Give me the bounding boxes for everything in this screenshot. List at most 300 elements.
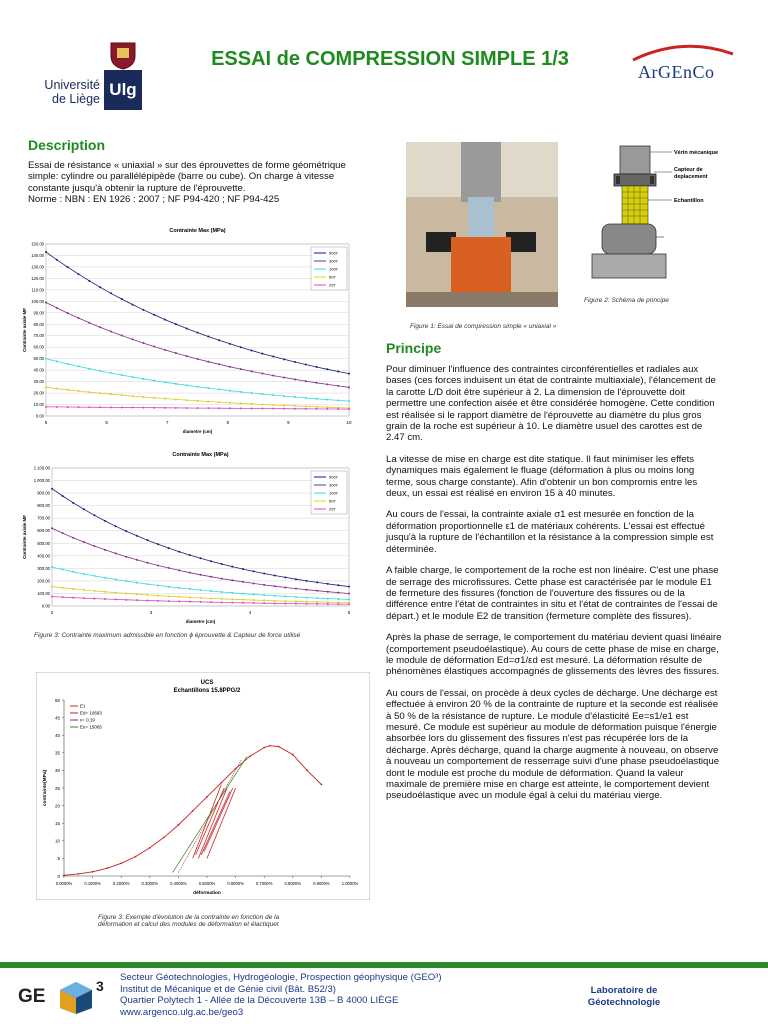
y-tick-label: 1 100.00 bbox=[33, 465, 50, 471]
data-point bbox=[210, 597, 212, 599]
y-tick-label: 50.00 bbox=[33, 356, 44, 362]
data-point bbox=[306, 770, 308, 772]
y-tick-label: 130.00 bbox=[31, 264, 44, 270]
data-point bbox=[62, 495, 64, 497]
data-point bbox=[207, 407, 209, 409]
plot-area bbox=[46, 244, 349, 416]
y-tick-label: 20.00 bbox=[33, 390, 44, 396]
data-point bbox=[142, 309, 144, 311]
data-point bbox=[295, 603, 297, 605]
data-point bbox=[121, 298, 123, 300]
data-point bbox=[337, 408, 339, 410]
principe-para-3: Au cours de l'essai, la contrainte axiale σ1 est mesurée en fonction de la déformation proportionnelle ε1 de matériaux cohérents. L'essai est effectué jusqu'à la rupture de l'échantillon et la résistance à la compression simple est déterminée. bbox=[386, 509, 714, 555]
data-point bbox=[51, 488, 53, 490]
data-point bbox=[326, 408, 328, 410]
data-point bbox=[168, 547, 170, 549]
data-point bbox=[210, 560, 212, 562]
data-point bbox=[231, 598, 233, 600]
data-point bbox=[274, 585, 276, 587]
data-point bbox=[200, 557, 202, 559]
data-point bbox=[92, 871, 94, 873]
data-point bbox=[220, 782, 222, 784]
data-point bbox=[157, 584, 159, 586]
data-point bbox=[231, 579, 233, 581]
y-axis-label: contrainte(MPa) bbox=[43, 769, 48, 807]
data-point bbox=[121, 335, 123, 337]
data-point bbox=[67, 266, 69, 268]
figure3b-caption-line: déformation et calcul des modules de déformation et élactiquet bbox=[98, 921, 279, 928]
data-point bbox=[110, 330, 112, 332]
data-point bbox=[295, 600, 297, 602]
chart-title: Contrainte Max (MPa) bbox=[169, 228, 226, 234]
data-point bbox=[132, 376, 134, 378]
x-tick-label: 6 bbox=[105, 420, 108, 425]
data-point bbox=[132, 304, 134, 306]
data-point bbox=[115, 592, 117, 594]
y-tick-label: 200.00 bbox=[37, 578, 50, 584]
data-point bbox=[221, 601, 223, 603]
data-point bbox=[110, 292, 112, 294]
data-point bbox=[56, 360, 58, 362]
data-point bbox=[197, 358, 199, 360]
y-tick-label: 120.00 bbox=[31, 275, 44, 281]
data-point bbox=[104, 520, 106, 522]
chart-title: Contrainte Max (MPa) bbox=[172, 452, 229, 458]
data-point bbox=[83, 541, 85, 543]
data-point bbox=[93, 590, 95, 592]
data-point bbox=[164, 398, 166, 400]
data-point bbox=[240, 368, 242, 370]
data-point bbox=[153, 380, 155, 382]
data-point bbox=[83, 589, 85, 591]
y-tick-label: 0.00 bbox=[41, 603, 50, 609]
data-point bbox=[348, 408, 350, 410]
data-point bbox=[186, 384, 188, 386]
data-point bbox=[197, 332, 199, 334]
geo3-text: GE bbox=[18, 986, 46, 1007]
geo3-logo bbox=[18, 980, 118, 1016]
data-point bbox=[62, 587, 64, 589]
data-point bbox=[88, 322, 90, 324]
data-point bbox=[93, 545, 95, 547]
data-point bbox=[72, 537, 74, 539]
data-point bbox=[115, 525, 117, 527]
data-point bbox=[251, 349, 253, 351]
y-tick-label: 700.00 bbox=[37, 515, 50, 521]
data-point bbox=[327, 603, 329, 605]
x-tick-label: 1.0000% bbox=[341, 881, 359, 886]
ulg-text-2: de Liège bbox=[52, 92, 100, 106]
data-point bbox=[189, 601, 191, 603]
data-point bbox=[242, 599, 244, 601]
data-point bbox=[189, 572, 191, 574]
data-point bbox=[45, 406, 47, 408]
description-line: Essai de résistance « uniaxial » sur des éprouvettes de forme géométrique bbox=[28, 160, 346, 171]
ulg-logo bbox=[38, 40, 148, 112]
data-point bbox=[294, 405, 296, 407]
data-point bbox=[192, 810, 194, 812]
legend-label: 500T bbox=[329, 474, 339, 480]
legend-label: 100T bbox=[329, 266, 339, 272]
argenco-swoosh-icon bbox=[628, 42, 738, 62]
data-point bbox=[153, 407, 155, 409]
data-point bbox=[168, 595, 170, 597]
data-point bbox=[83, 573, 85, 575]
data-point bbox=[146, 594, 148, 596]
fig2-label-capteur: Capteur de bbox=[674, 167, 703, 173]
x-tick-label: 7 bbox=[165, 420, 169, 425]
y-tick-label: 400.00 bbox=[37, 553, 50, 559]
y-tick-label: 80.00 bbox=[33, 321, 44, 327]
y-tick-label: 5 bbox=[57, 856, 60, 862]
y-tick-label: 300.00 bbox=[37, 565, 50, 571]
data-point bbox=[56, 388, 58, 390]
footer-line-1: Secteur Géotechnologies, Hydrogéologie, Prospection géophysique (GEO³) bbox=[120, 972, 442, 983]
data-point bbox=[146, 539, 148, 541]
data-point bbox=[261, 373, 263, 375]
data-point bbox=[295, 578, 297, 580]
data-point bbox=[294, 361, 296, 363]
data-point bbox=[284, 595, 286, 597]
data-point bbox=[77, 390, 79, 392]
figure3b-caption bbox=[98, 914, 279, 928]
data-point bbox=[135, 856, 137, 858]
data-point bbox=[306, 597, 308, 599]
x-tick-label: 2 bbox=[50, 610, 54, 615]
fig2-label-verin: Vérin mécanique bbox=[674, 150, 719, 156]
legend-label: 300T bbox=[329, 258, 339, 264]
data-point bbox=[283, 358, 285, 360]
y-tick-label: 900.00 bbox=[37, 490, 50, 496]
data-point bbox=[207, 361, 209, 363]
data-point bbox=[316, 366, 318, 368]
principe-heading: Principe bbox=[386, 340, 442, 356]
data-point bbox=[283, 377, 285, 379]
legend-label: Ed= 10693 bbox=[80, 710, 102, 716]
x-tick-label: 0.6000% bbox=[227, 881, 244, 886]
data-point bbox=[125, 580, 127, 582]
lab-name-2: Géotechnologie bbox=[587, 997, 661, 1008]
data-point bbox=[120, 862, 122, 864]
data-point bbox=[186, 327, 188, 329]
data-point bbox=[306, 589, 308, 591]
data-point bbox=[263, 573, 265, 575]
data-point bbox=[197, 400, 199, 402]
data-point bbox=[229, 402, 231, 404]
data-point bbox=[306, 580, 308, 582]
x-tick-label: 3 bbox=[149, 610, 153, 615]
data-point bbox=[295, 588, 297, 590]
legend-label: 25T bbox=[329, 506, 336, 512]
data-point bbox=[175, 352, 177, 354]
data-point bbox=[157, 595, 159, 597]
x-tick-label: 0.1000% bbox=[84, 881, 101, 886]
data-point bbox=[292, 754, 294, 756]
data-point bbox=[337, 592, 339, 594]
data-point bbox=[327, 583, 329, 585]
data-point bbox=[62, 569, 64, 571]
data-point bbox=[142, 407, 144, 409]
data-point bbox=[316, 603, 318, 605]
data-point bbox=[99, 370, 101, 372]
argenco-text: ArGEnCo bbox=[638, 62, 715, 82]
data-point bbox=[218, 401, 220, 403]
y-axis-label: Contrainte axiale MF bbox=[22, 514, 27, 560]
data-point bbox=[125, 556, 127, 558]
data-point bbox=[157, 600, 159, 602]
data-point bbox=[72, 588, 74, 590]
data-point bbox=[221, 598, 223, 600]
y-tick-label: 150.00 bbox=[31, 241, 44, 247]
data-point bbox=[294, 396, 296, 398]
y-tick-label: 500.00 bbox=[37, 540, 50, 546]
x-tick-label: 10 bbox=[346, 420, 352, 425]
y-tick-label: 100.00 bbox=[37, 590, 50, 596]
data-point bbox=[153, 346, 155, 348]
data-point bbox=[207, 336, 209, 338]
legend-label: 50T bbox=[329, 498, 336, 504]
data-point bbox=[221, 578, 223, 580]
data-point bbox=[218, 407, 220, 409]
data-point bbox=[51, 586, 53, 588]
data-point bbox=[348, 598, 350, 600]
figure3b-caption-line: Figure 3: Exemple d'évolution de la contrainte en fonction de la bbox=[98, 914, 280, 921]
principe-para-1: Pour diminuer l'influence des contraintes circonférentielles et radiales aux bases (ces forces induisent un état de contrainte multiaxiale), l'élancement de la carotte L/D doit être supérieur à 2. La dimension de l'éprouvette doit permettre une confection aisée et être considérée homogène. Cette condition est réalisée si le rapport diamètre de l'éprouvette au diamètre du plus gros grain de la roche est supérieur à 10. Le diamètre usuel des carottes est de 2.47 cm. bbox=[386, 364, 716, 444]
data-point bbox=[242, 581, 244, 583]
data-point bbox=[240, 391, 242, 393]
y-tick-label: 140.00 bbox=[31, 252, 44, 258]
x-tick-label: 9 bbox=[287, 420, 290, 425]
legend-label: 50T bbox=[329, 274, 336, 280]
data-point bbox=[45, 251, 47, 253]
data-point bbox=[106, 867, 108, 869]
data-point bbox=[306, 601, 308, 603]
data-point bbox=[218, 388, 220, 390]
data-point bbox=[261, 408, 263, 410]
y-tick-label: 20 bbox=[54, 803, 60, 809]
y-tick-label: 10.00 bbox=[33, 402, 44, 408]
footer-address bbox=[120, 972, 540, 1018]
data-point bbox=[125, 530, 127, 532]
data-point bbox=[93, 575, 95, 577]
data-point bbox=[327, 591, 329, 593]
data-point bbox=[253, 602, 255, 604]
data-point bbox=[189, 554, 191, 556]
data-point bbox=[62, 532, 64, 534]
data-point bbox=[251, 370, 253, 372]
data-point bbox=[67, 363, 69, 365]
data-point bbox=[132, 395, 134, 397]
description-text bbox=[28, 160, 383, 206]
y-tick-label: 800.00 bbox=[37, 503, 50, 509]
description-line: simple: cylindre ou parallélépipède (barre ou cube). On charge à vitesse bbox=[28, 171, 335, 183]
data-point bbox=[316, 601, 318, 603]
data-point bbox=[305, 397, 307, 399]
fig2-label-echantillon: Echantillon bbox=[674, 198, 704, 204]
data-point bbox=[149, 847, 151, 849]
x-tick-label: 0.7000% bbox=[255, 881, 273, 886]
data-point bbox=[229, 390, 231, 392]
x-tick-label: 5 bbox=[44, 420, 48, 425]
argenco-logo bbox=[628, 42, 738, 92]
y-tick-label: 110.00 bbox=[31, 287, 44, 293]
data-point bbox=[272, 375, 274, 377]
legend-label: 100T bbox=[329, 490, 339, 496]
data-point bbox=[104, 549, 106, 551]
y-tick-label: 45 bbox=[54, 715, 60, 721]
y-tick-label: 60.00 bbox=[33, 344, 44, 350]
data-point bbox=[83, 597, 85, 599]
data-point bbox=[337, 370, 339, 372]
data-point bbox=[157, 543, 159, 545]
data-point bbox=[136, 535, 138, 537]
geo3-cube-icon bbox=[58, 980, 94, 1016]
data-point bbox=[121, 406, 123, 408]
data-point bbox=[316, 406, 318, 408]
x-tick-label: 0.2000% bbox=[112, 881, 130, 886]
data-point bbox=[77, 273, 79, 275]
y-tick-label: 30.00 bbox=[33, 379, 44, 385]
data-point bbox=[229, 366, 231, 368]
footer-bar bbox=[0, 962, 768, 968]
data-point bbox=[327, 601, 329, 603]
data-point bbox=[283, 404, 285, 406]
legend-label: 25T bbox=[329, 282, 336, 288]
description-line: Norme : NBN : EN 1926 : 2007 ; NF P94-420 ; NF P94-425 bbox=[28, 194, 280, 206]
data-point bbox=[153, 314, 155, 316]
data-point bbox=[305, 408, 307, 410]
x-tick-label: 0.5000% bbox=[198, 881, 216, 886]
principe-para-2: La vitesse de mise en charge est dite statique. Il faut minimiser les effets dynamiques mais également le fluage (déformation à plus ou moins long terme, sous charge constante). Afin d'obtenir un bon compromis entre les deux, un essai est réalisé en environ 15 à 40 minutes. bbox=[386, 453, 698, 500]
data-point bbox=[110, 393, 112, 395]
chart-subtitle: Echantillons 15.8PPG/2 bbox=[173, 688, 241, 694]
data-point bbox=[210, 590, 212, 592]
data-point bbox=[327, 598, 329, 600]
data-point bbox=[99, 326, 101, 328]
data-point bbox=[316, 581, 318, 583]
figure3a-caption: Figure 3: Contrainte maximum admissible en fonction ϕ éprouvette & Capteur de force utilisé bbox=[34, 632, 301, 639]
data-point bbox=[337, 399, 339, 401]
y-tick-label: 10 bbox=[54, 838, 60, 844]
description-heading: Description bbox=[28, 137, 106, 153]
data-point bbox=[274, 602, 276, 604]
data-point bbox=[136, 593, 138, 595]
data-point bbox=[316, 408, 318, 410]
data-point bbox=[110, 372, 112, 374]
data-point bbox=[93, 598, 95, 600]
data-point bbox=[62, 596, 64, 598]
y-tick-label: 1 000.00 bbox=[33, 478, 50, 484]
data-point bbox=[316, 382, 318, 384]
ulg-crest-icon bbox=[108, 40, 138, 70]
data-point bbox=[115, 578, 117, 580]
legend-label: Ee= 15065 bbox=[80, 724, 102, 730]
data-point bbox=[210, 601, 212, 603]
y-tick-label: 600.00 bbox=[37, 528, 50, 534]
data-point bbox=[51, 566, 53, 568]
data-point bbox=[348, 586, 350, 588]
data-point bbox=[186, 399, 188, 401]
data-point bbox=[67, 389, 69, 391]
ulg-text-1: Université bbox=[44, 78, 100, 92]
data-point bbox=[283, 408, 285, 410]
footer-link[interactable]: www.argenco.ulg.ac.be/geo3 bbox=[120, 1006, 244, 1018]
data-point bbox=[72, 502, 74, 504]
data-point bbox=[175, 407, 177, 409]
lab-name bbox=[564, 985, 684, 1009]
data-point bbox=[175, 383, 177, 385]
data-point bbox=[67, 312, 69, 314]
figure1-photo bbox=[406, 142, 558, 307]
data-point bbox=[175, 323, 177, 325]
y-tick-label: 15 bbox=[54, 821, 60, 826]
data-point bbox=[178, 600, 180, 602]
data-point bbox=[115, 598, 117, 600]
legend-label: 300T bbox=[329, 482, 339, 488]
data-point bbox=[263, 599, 265, 601]
data-point bbox=[231, 592, 233, 594]
data-point bbox=[284, 576, 286, 578]
data-point bbox=[249, 755, 251, 757]
data-point bbox=[263, 584, 265, 586]
data-point bbox=[142, 342, 144, 344]
data-point bbox=[125, 592, 127, 594]
data-point bbox=[132, 338, 134, 340]
data-point bbox=[218, 339, 220, 341]
footer-line-2: Institut de Mécanique et de Génie civil (Bât. B52/3) bbox=[120, 983, 336, 995]
legend-label: 500T bbox=[329, 250, 339, 256]
data-point bbox=[115, 552, 117, 554]
data-point bbox=[294, 378, 296, 380]
data-point bbox=[164, 381, 166, 383]
data-point bbox=[337, 601, 339, 603]
data-point bbox=[136, 599, 138, 601]
page-title: ESSAI de COMPRESSION SIMPLE 1/3 bbox=[211, 48, 569, 70]
data-point bbox=[136, 582, 138, 584]
y-tick-label: 40 bbox=[54, 733, 60, 738]
ulg-monogram-text: Ulg bbox=[109, 80, 137, 99]
data-point bbox=[168, 567, 170, 569]
data-point bbox=[197, 386, 199, 388]
data-point bbox=[157, 564, 159, 566]
x-tick-label: 8 bbox=[226, 420, 230, 425]
data-point bbox=[146, 583, 148, 585]
data-point bbox=[348, 603, 350, 605]
data-point bbox=[221, 591, 223, 593]
data-point bbox=[283, 395, 285, 397]
x-axis-label: déformation bbox=[193, 891, 221, 896]
data-point bbox=[305, 380, 307, 382]
data-point bbox=[348, 386, 350, 388]
data-point bbox=[72, 597, 74, 599]
data-point bbox=[164, 407, 166, 409]
data-point bbox=[253, 593, 255, 595]
description-line: constante jusqu'à obtenir la rupture de l'éprouvette. bbox=[28, 182, 246, 194]
x-axis-label: diametre (cm) bbox=[182, 429, 213, 434]
data-point bbox=[337, 385, 339, 387]
y-tick-label: 70.00 bbox=[33, 333, 44, 339]
data-point bbox=[337, 598, 339, 600]
y-tick-label: 100.00 bbox=[31, 298, 44, 304]
principe-para-6: Au cours de l'essai, on procède à deux cycles de décharge. Une décharge est effectuée à environ 20 % de la contrainte de rupture et la seconde est réalisée à 50 % de la résistance de rupture. Le module d'élasticité Ee=s1/e1 est mesuré. Ce module est supérieur au module de déformation puisque l'énergie absorbée lors du glissement des fissures n'est pas récupérée lors de la décharge. Après décharge, quand la charge augmente à nouveau, on observe à nouveau un comportement de resserrage suivi d'une phase pseudoélastique dont le module est proche du module de déformation. Quand la valeur maximale de première mise en charge est atteinte, le comportement devient pseudoélastique avec un module égal à celui du matériau vierge. bbox=[386, 687, 720, 802]
data-point bbox=[63, 874, 65, 876]
figure2-caption: Figure 2: Schéma de principe bbox=[584, 297, 669, 304]
data-point bbox=[125, 599, 127, 601]
data-point bbox=[278, 746, 280, 748]
data-point bbox=[88, 280, 90, 282]
data-point bbox=[168, 586, 170, 588]
data-point bbox=[142, 396, 144, 398]
